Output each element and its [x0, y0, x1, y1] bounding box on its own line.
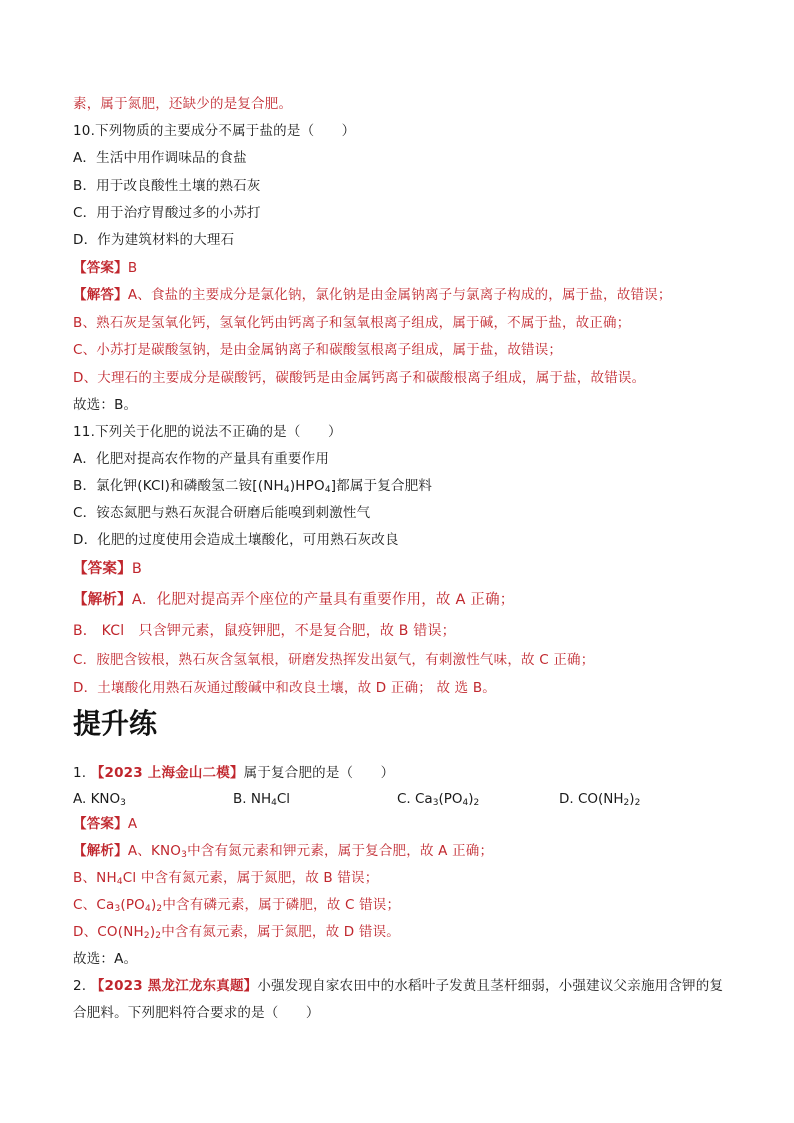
- q11-explanation-d: D．土壤酸化用熟石灰通过酸碱中和改良土壤，故 D 正确； 故 选 B。: [73, 680, 497, 696]
- p1-explanation-b: B、$NH_4Cl$ 中含有氮元素，属于氮肥，故 B 错误；: [73, 870, 379, 887]
- p1-explanation-d: D、$CO(NH_2)_2$中含有氮元素，属于氮肥，故 D 错误。: [73, 924, 400, 941]
- q10-option-c: C．用于治疗胃酸过多的小苏打: [73, 205, 261, 221]
- analysis-label: 【解答】: [73, 287, 128, 303]
- answer-label: 【答案】: [73, 260, 128, 276]
- q11-option-a: A．化肥对提高农作物的产量具有重要作用: [73, 451, 330, 467]
- p1-stem: 1. 【2023 上海金山二模】属于复合肥的是（ ）: [73, 765, 395, 781]
- p1-option-b: B. $NH_4Cl$: [233, 791, 291, 808]
- q10-option-d: D．作为建筑材料的大理石: [73, 232, 235, 248]
- q10-explanation-d: D、大理石的主要成分是碳酸钙，碳酸钙是由金属钙离子和碳酸根离子组成，属于盐，故错误。: [73, 370, 646, 386]
- q10-explanation-a: 【解答】A、食盐的主要成分是氯化钠，氯化钠是由金属钠离子与氯离子构成的，属于盐，故错误；: [73, 287, 672, 303]
- q11-explanation-b: B． KCl 只含钾元素，鼠疫钾肥，不是复合肥，故 B 错误；: [73, 623, 456, 639]
- source-tag: 【2023 上海金山二模】: [90, 765, 244, 781]
- q11-option-d: D．化肥的过度使用会造成土壤酸化，可用熟石灰改良: [73, 532, 399, 548]
- continued-explanation: 素，属于氮肥，还缺少的是复合肥。: [73, 96, 293, 112]
- q11-option-b: B．氯化钾(KCl)和磷酸氢二铵$[(NH_4)HPO_4]$都属于复合肥料: [73, 478, 433, 495]
- p1-explanation-a: 【解析】A、$KNO_3$中含有氮元素和钾元素，属于复合肥，故 A 正确；: [73, 843, 494, 860]
- p1-explanation-c: C、$Ca_3(PO_4)_2$中含有磷元素，属于磷肥，故 C 错误；: [73, 897, 401, 914]
- q11-answer: [73, 560, 142, 578]
- p1-option-a: A. $KNO_3$: [73, 791, 126, 808]
- answer-label: 【答案】: [73, 816, 128, 832]
- p1-choice: 故选：A。: [73, 951, 138, 967]
- answer-value: B: [127, 260, 138, 276]
- p1-answer: [73, 815, 137, 833]
- q10-answer: [73, 259, 137, 277]
- q10-stem: 10.下列物质的主要成分不属于盐的是（ ）: [73, 123, 356, 139]
- section-title: 提升练: [73, 707, 158, 740]
- q10-option-b: B．用于改良酸性土壤的熟石灰: [73, 178, 261, 194]
- answer-value: A: [127, 816, 138, 832]
- q10-option-a: A．生活中用作调味品的食盐: [73, 150, 247, 166]
- q11-explanation-a: 【解析】A．化肥对提高弄个座位的产量具有重要作用，故 A 正确；: [73, 592, 515, 608]
- analysis-label: 【解析】: [73, 592, 132, 608]
- q10-explanation-b: B、熟石灰是氢氧化钙，氢氧化钙由钙离子和氢氧根离子组成，属于碱，不属于盐，故正确；: [73, 315, 631, 331]
- q11-option-c: C．铵态氮肥与熟石灰混合研磨后能嗅到刺激性气: [73, 505, 371, 521]
- q11-stem: 11.下列关于化肥的说法不正确的是（ ）: [73, 424, 342, 440]
- q10-explanation-c: C、小苏打是碳酸氢钠，是由金属钠离子和碳酸氢根离子组成，属于盐，故错误；: [73, 342, 563, 358]
- p1-option-c: C. $Ca_3(PO_4)_2$: [397, 791, 480, 808]
- answer-label: 【答案】: [73, 561, 132, 577]
- p1-option-d: D. $CO(NH_2)_2$: [559, 791, 641, 808]
- p2-stem-line-1: 2. 【2023 黑龙江龙东真题】小强发现自家农田中的水稻叶子发黄且茎杆细弱，小强建议父亲施用含钾的复: [73, 978, 724, 994]
- answer-value: B: [131, 561, 142, 577]
- analysis-label: 【解析】: [73, 843, 128, 859]
- q10-choice: 故选：B。: [73, 397, 138, 413]
- q11-explanation-c: C．胺肥含铵根，熟石灰含氢氧根，研磨发热挥发出氨气，有刺激性气味，故 C 正确；: [73, 652, 595, 668]
- p2-stem-line-2: 合肥料。下列肥料符合要求的是（ ）: [73, 1005, 320, 1021]
- source-tag: 【2023 黑龙江龙东真题】: [90, 978, 258, 994]
